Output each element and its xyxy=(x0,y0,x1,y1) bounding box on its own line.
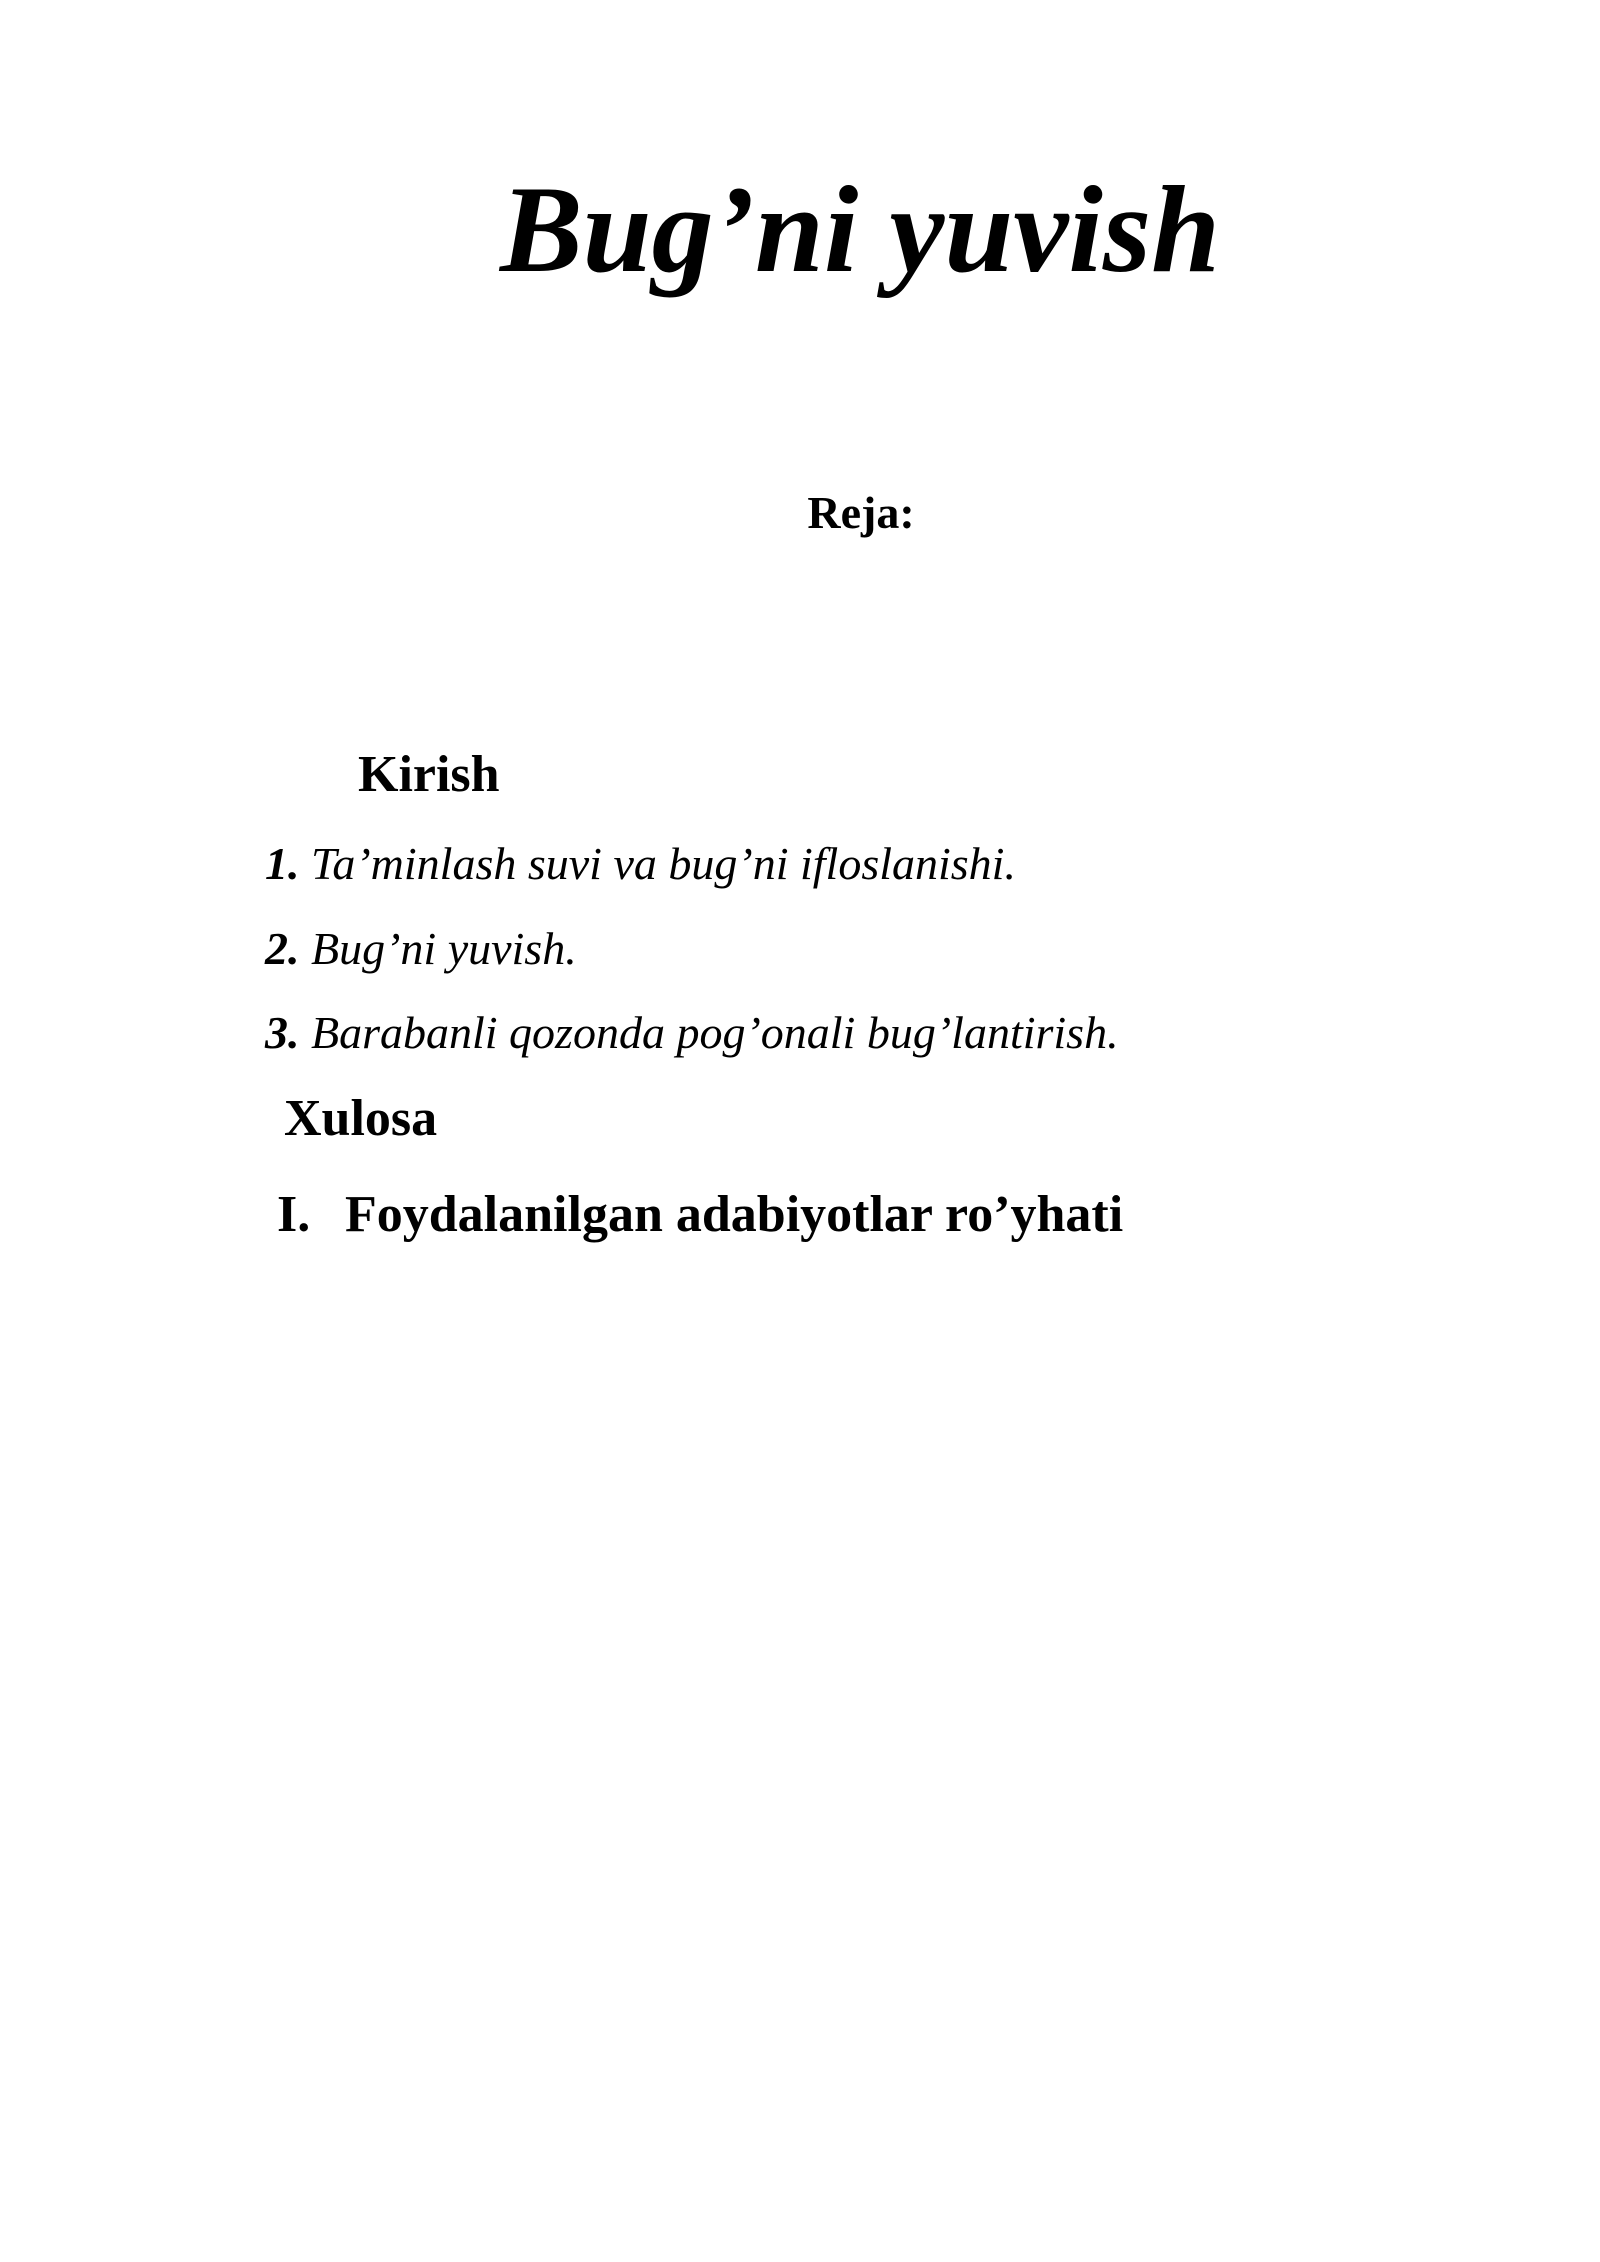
references-heading xyxy=(277,1184,1123,1246)
plan-item-number: 2. xyxy=(265,923,300,974)
references-text: Foydalanilgan adabiyotlar ro’yhati xyxy=(345,1186,1124,1243)
plan-item-number: 3. xyxy=(265,1007,300,1058)
references-number: I. xyxy=(277,1186,311,1243)
intro-heading: Kirish xyxy=(358,746,500,803)
document-title: Bug’ni yuvish xyxy=(499,161,1221,298)
plan-item-3 xyxy=(265,1005,1119,1061)
plan-heading: Reja: xyxy=(807,487,915,538)
plan-item-number: 1. xyxy=(265,838,300,889)
plan-item-text: Bug’ni yuvish. xyxy=(299,923,577,974)
plan-item-text: Barabanli qozonda pog’onali bug’lantirish. xyxy=(299,1007,1119,1058)
conclusion-heading: Xulosa xyxy=(284,1090,438,1147)
plan-item-1 xyxy=(265,836,1016,892)
plan-item-text: Ta’minlash suvi va bug’ni ifloslanishi. xyxy=(299,838,1016,889)
plan-item-2 xyxy=(265,921,577,977)
